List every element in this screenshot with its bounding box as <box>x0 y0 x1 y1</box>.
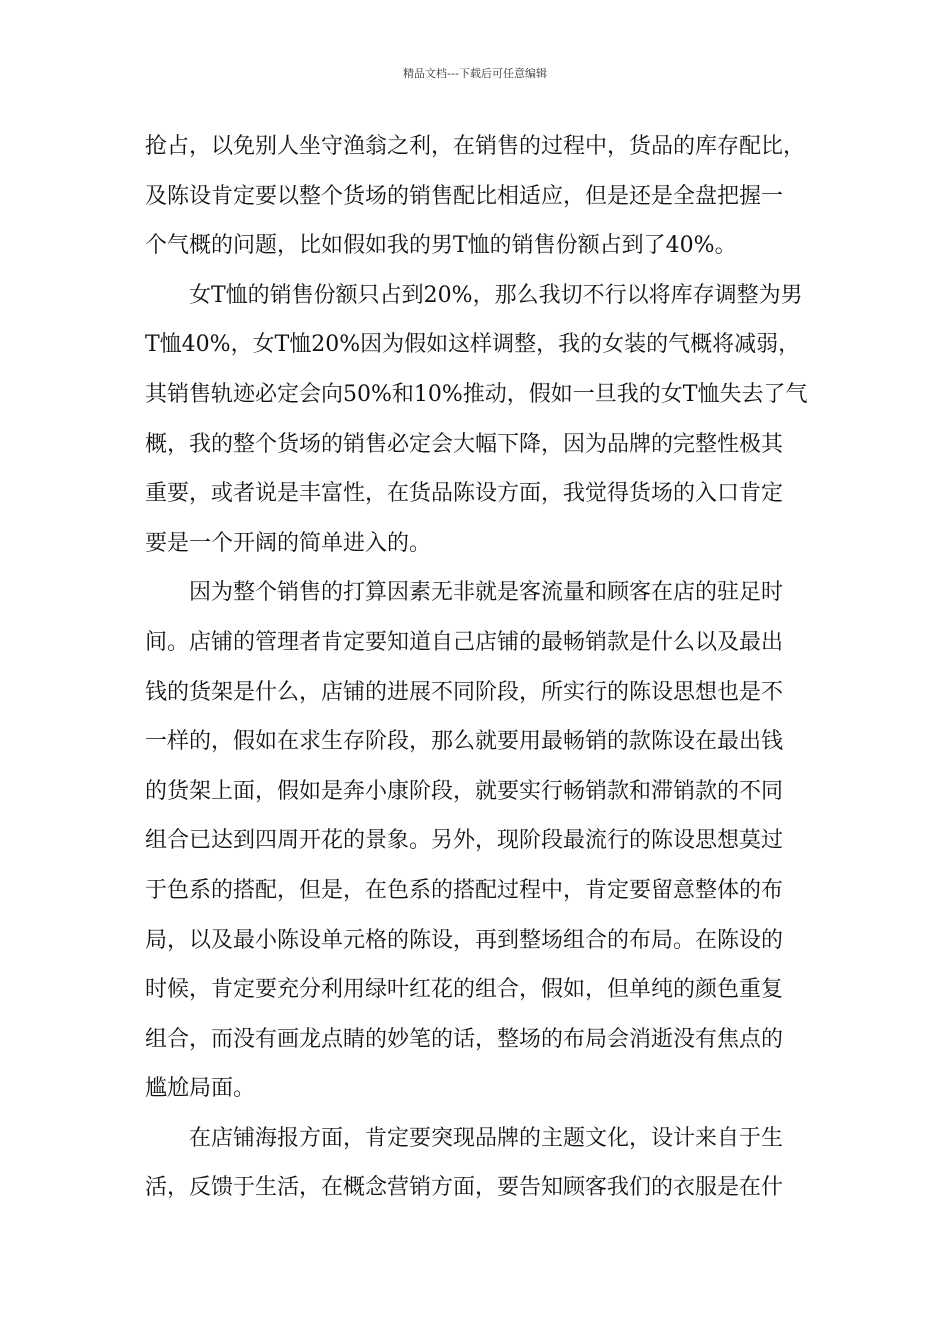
text-line: T恤40%，女T恤20%因为假如这样调整，我的女装的气概将减弱， <box>145 332 801 358</box>
text-line: 局，以及最小陈设单元格的陈设，再到整场组合的布局。在陈设的 <box>145 927 784 953</box>
text-line: 其销售轨迹必定会向50%和10%推动，假如一旦我的女T恤失去了气 <box>145 381 807 407</box>
text-line: 活，反馈于生活，在概念营销方面，要告知顾客我们的衣服是在什 <box>145 1175 784 1201</box>
paragraph <box>145 568 807 1114</box>
text-line: 一样的，假如在求生存阶段，那么就要用最畅销的款陈设在最出钱 <box>145 729 784 755</box>
text-line: 女T恤的销售份额只占到20%，那么我切不行以将库存调整为男 <box>189 282 803 308</box>
text-line: 概，我的整个货场的销售必定会大幅下降，因为品牌的完整性极其 <box>145 431 784 457</box>
text-line: 的货架上面，假如是奔小康阶段，就要实行畅销款和滞销款的不同 <box>145 778 784 804</box>
text-line: 组合已达到四周开花的景象。另外，现阶段最流行的陈设思想莫过 <box>145 828 784 854</box>
paragraph <box>145 271 807 569</box>
paragraph <box>145 1114 807 1213</box>
document-body <box>145 122 807 1213</box>
text-line: 及陈设肯定要以整个货场的销售配比相适应，但是还是全盘把握一 <box>145 183 784 209</box>
text-line: 要是一个开阔的简单进入的。 <box>145 530 432 556</box>
text-line: 于色系的搭配，但是，在色系的搭配过程中，肯定要留意整体的布 <box>145 877 784 903</box>
text-line: 尴尬局面。 <box>145 1076 256 1102</box>
text-line: 个气概的问题，比如假如我的男T恤的销售份额占到了40%。 <box>145 233 737 259</box>
text-line: 重要，或者说是丰富性，在货品陈设方面，我觉得货场的入口肯定 <box>145 481 784 507</box>
page-header: 精品文档---下载后可任意编辑 <box>403 67 547 80</box>
text-line: 组合，而没有画龙点睛的妙笔的话，整场的布局会消逝没有焦点的 <box>145 1026 784 1052</box>
text-line: 抢占，以免别人坐守渔翁之利，在销售的过程中，货品的库存配比， <box>145 134 806 159</box>
text-line: 钱的货架是什么，店铺的进展不同阶段，所实行的陈设思想也是不 <box>145 679 784 705</box>
text-line: 间。店铺的管理者肯定要知道自己店铺的最畅销款是什么以及最出 <box>145 629 784 655</box>
text-line: 因为整个销售的打算因素无非就是客流量和顾客在店的驻足时 <box>189 580 784 606</box>
paragraph <box>145 122 807 271</box>
text-line: 时候，肯定要充分利用绿叶红花的组合，假如，但单纯的颜色重复 <box>145 977 784 1003</box>
text-line: 在店铺海报方面，肯定要突现品牌的主题文化，设计来自于生 <box>189 1125 784 1151</box>
